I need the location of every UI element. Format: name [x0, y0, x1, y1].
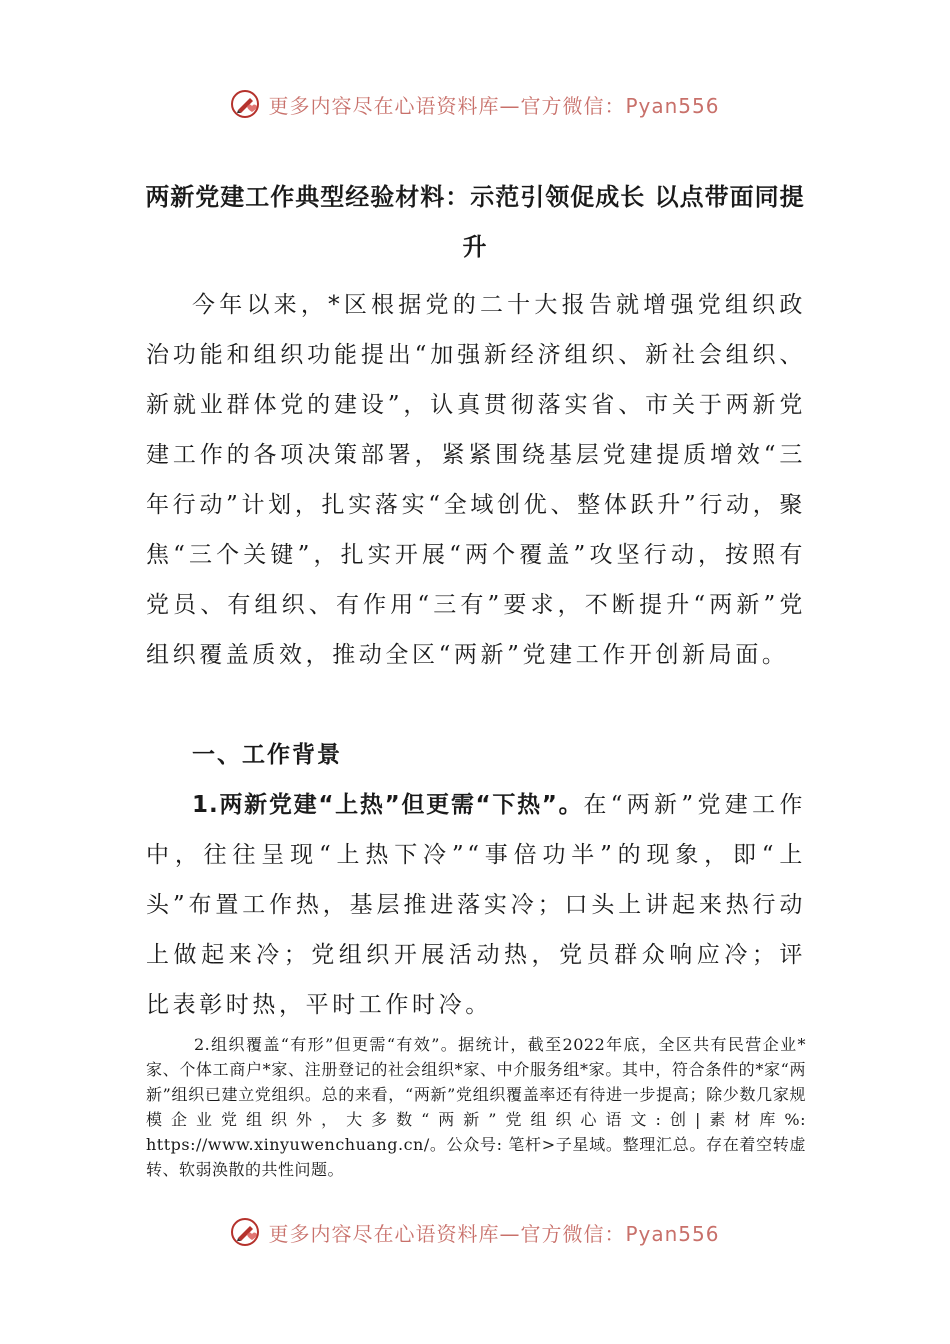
- intro-paragraph: 今年以来，*区根据党的二十大报告就增强党组织政治功能和组织功能提出“加强新经济组织、新社会组织、新就业群体党的建设”，认真贯彻落实省、市关于两新党建工作的各项决策部署，紧紧围绕基层党建提质增效“三年行动”计划，扎实落实“全域创优、整体跃升”行动，聚焦“三个关键”，扎实开展“两个覆盖”攻坚行动，按照有党员、有组织、有作用“三有”要求，不断提升“两新”党组织覆盖质效，推动全区“两新”党建工作开创新局面。: [146, 292, 806, 668]
- pen-heart-logo-icon: [230, 1217, 260, 1247]
- section-heading: 一、工作背景: [192, 742, 342, 768]
- document-title: 两新党建工作典型经验材料：示范引领促成长 以点带面同提升: [145, 183, 805, 261]
- item1-paragraph: [146, 780, 806, 1030]
- item1-body: 在“两新”党建工作中，往往呈现“上热下冷”“事倍功半”的现象，即“上头”布置工作热，基层推进落实冷；口头上讲起来热行动上做起来冷；党组织开展活动热，党员群众响应冷；评比表彰时热，平时工作时冷。: [146, 792, 806, 1018]
- footer-watermark: [0, 1212, 950, 1252]
- watermark-text: 更多内容尽在心语资料库—官方微信：Pyan556: [268, 93, 720, 118]
- item2-paragraph: 2.组织覆盖“有形”但更需“有效”。据统计，截至2022年底，全区共有民营企业*家、个体工商户*家、注册登记的社会组织*家、中介服务组*家。其中，符合条件的*家“两新”组织已建立党组织。总的来看，“两新”党组织覆盖率还有待进一步提高；除少数几家规模企业党组织外，大多数“两新”党组织心语文:创|素材库%: https://www.xinyuwenchuang.cn/。公众号: 笔杆>子星域。整理汇总。存在着空转虚转、软弱涣散的共性问题。: [146, 1035, 806, 1179]
- item1-lead: 1.两新党建“上热”但更需“下热”。: [192, 792, 584, 818]
- header-watermark: [0, 84, 950, 124]
- watermark-text: 更多内容尽在心语资料库—官方微信：Pyan556: [268, 1221, 720, 1246]
- pen-heart-logo-icon: [230, 89, 260, 119]
